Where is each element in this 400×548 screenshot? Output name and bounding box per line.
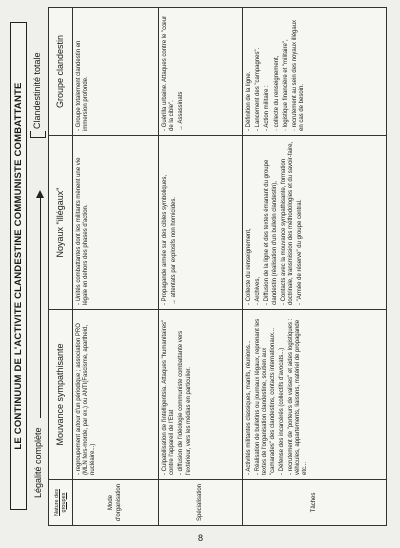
- table-cell: [159, 136, 243, 310]
- cell-line: · logistique financière et "militaire",: [282, 39, 289, 131]
- cell-line: - Définition de la ligne.: [246, 71, 252, 131]
- cell-line: - recrutement de "porteurs de valises" et aides logistiques : véhicules, appartements, liaisons, matériel de propagande etc...: [287, 318, 309, 475]
- table-cell: [73, 8, 159, 136]
- continuum-table: [48, 7, 387, 526]
- cell-line: - Collecte du renseignement,: [246, 228, 252, 305]
- table-row: [159, 8, 243, 526]
- rotated-document: [2, 6, 398, 528]
- legality-label: Légalité complète: [33, 427, 43, 498]
- table-cell: [243, 136, 387, 310]
- row-label: Tâches: [243, 480, 387, 526]
- cell-line: - Activités militantes classiques, manifs, réunions...: [246, 340, 252, 475]
- cell-line: - "Armée de réserve" du groupe central.: [297, 199, 304, 305]
- document-title: LE CONTINUUM DE L'ACTIVITE CLANDESTINE COMMUNISTE COMBATTANTE: [10, 22, 27, 510]
- row-label: Mode d'organisation: [73, 480, 159, 526]
- table-cell: [159, 310, 243, 480]
- bracket-icon: [30, 131, 46, 138]
- cell-line: - Groupe totalement clandestin en immersion profonde.: [76, 40, 90, 131]
- cell-line: - diffusion de l'idéologie communiste combattante vers l'extérieur, vers les médias en particulier.: [178, 330, 192, 475]
- column-header: Noyaux "illégaux": [49, 136, 73, 310]
- table-cell: [159, 8, 243, 136]
- cell-line: - Action militaire :: [264, 85, 271, 131]
- clandestinity-label: Clandestinité totale: [32, 52, 42, 129]
- cell-line: → Assassinats: [178, 91, 185, 131]
- cell-line: - Réalisation de bulletins ou journaux légaux, reprenant les textes de l'organisation clandestine, soutien aux "camarades" des clandestins, contacts internationaux...: [255, 318, 276, 475]
- corner-header: Nature des groupes: [49, 480, 73, 526]
- row-label: Spécialisation: [159, 480, 243, 526]
- table-header-row: [49, 8, 73, 526]
- cell-line: - Diffusion de la ligne et des textes émanant du groupe clandestin (réalisation d'un bulletin clandestin),: [264, 159, 278, 305]
- table-cell: [73, 136, 159, 310]
- cell-line: - Lancement des "campagnes".: [255, 47, 262, 131]
- column-header: Groupe clandestin: [49, 8, 73, 136]
- cell-line: - Archives,: [255, 276, 262, 305]
- cell-line: - Culpabilisation de l'intelligentsia. Attaques "humanitaires" contre l'appareil de l'Etat: [162, 319, 176, 475]
- cell-line: - Contacts avec la mouvance sympathisante, formation doctrinale, transmission des méthodologies et du savoir-faire,: [280, 141, 294, 305]
- cell-line: - Unités combattantes dont les militants mènent une vie légale en dehors des phases d'action.: [76, 157, 90, 305]
- continuum-arrow-icon: [36, 190, 44, 198]
- table-cell: [243, 310, 387, 480]
- column-header: Mouvance sympathisante: [49, 310, 73, 480]
- cell-line: · collecte du renseignement,: [273, 55, 280, 131]
- table-row: [73, 8, 159, 526]
- cell-line: · recrutement au sein des noyaux illégaux en cas de besoin.: [291, 19, 306, 131]
- page-number: 8: [198, 533, 204, 543]
- continuum-arrow-line: [40, 196, 41, 418]
- cell-line: → attentats par explosifs non homicides.: [171, 196, 178, 305]
- table-cell: [243, 8, 387, 136]
- cell-line: - Propagande armée sur des cibles symboliques,: [162, 174, 168, 305]
- cell-line: - Défense des incarcérés (collectifs d'avocats...): [278, 347, 285, 475]
- table-row: [243, 8, 387, 526]
- cell-line: - Guérilla urbaine. Attaques contre le "cœur de la cible".: [162, 15, 176, 131]
- table-cell: [73, 310, 159, 480]
- cell-line: - regroupement autour d'un périodique ; association PRO (MLN fers-morde, par ex.) ou ANTI(Fascisme, apartheid, nucléaire...): [76, 323, 97, 475]
